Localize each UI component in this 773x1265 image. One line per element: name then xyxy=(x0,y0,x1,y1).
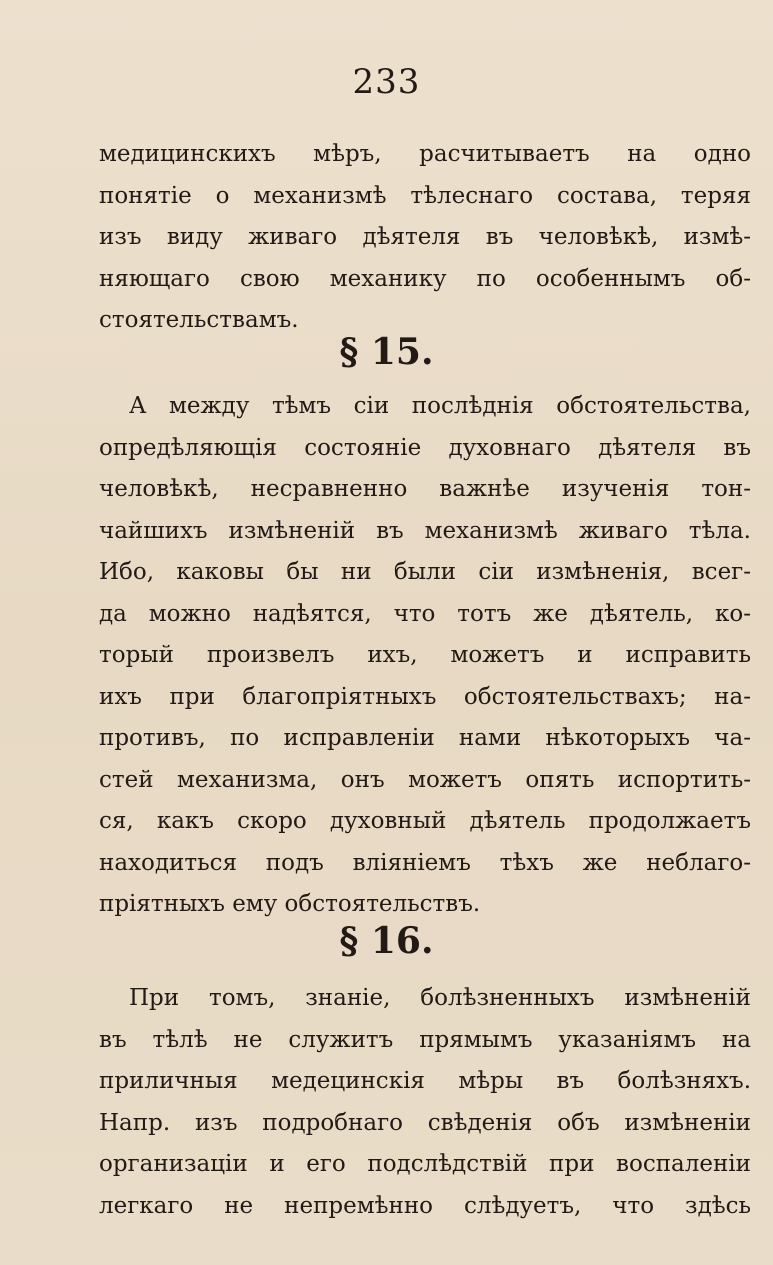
text-line: да можно надѣятся, что тотъ же дѣятель, ко- xyxy=(99,600,751,627)
paragraph-continued xyxy=(99,134,751,342)
text-line: опредѣляющія состояніе духовнаго дѣятеля въ xyxy=(99,434,751,461)
section-16-paragraph xyxy=(99,978,751,1227)
text-line: няющаго свою механику по особеннымъ об- xyxy=(99,265,751,292)
text-line: торый произвелъ ихъ, можетъ и исправить xyxy=(99,642,751,668)
text-line: пріятныхъ ему обстоятельствъ. xyxy=(99,891,481,917)
page-number: 233 xyxy=(352,62,421,102)
text-line: стоятельствамъ. xyxy=(99,307,299,333)
text-line: чайшихъ измѣненій въ механизмѣ живаго тѣла. xyxy=(99,517,751,544)
text-line: изъ виду живаго дѣятеля въ человѣкѣ, измѣ- xyxy=(99,224,751,250)
text-line: легкаго не непремѣнно слѣдуетъ, что здѣсь xyxy=(99,1192,751,1219)
text-line: ся, какъ скоро духовный дѣятель продолжаетъ xyxy=(99,808,751,834)
section-15-paragraph xyxy=(99,386,751,926)
text-line: въ тѣлѣ не служитъ прямымъ указаніямъ на xyxy=(99,1026,751,1053)
text-line: организаціи и его подслѣдствій при воспаленіи xyxy=(99,1151,751,1177)
text-line: медицинскихъ мѣръ, расчитываетъ на одно xyxy=(99,141,751,167)
text-line: находиться подъ вліяніемъ тѣхъ же неблаго- xyxy=(99,849,751,876)
section-heading-15: § 15. xyxy=(339,331,434,373)
text-line: человѣкѣ, несравненно важнѣе изученія тон- xyxy=(99,476,751,502)
text-line: При томъ, знаніе, болѣзненныхъ измѣненій xyxy=(129,985,751,1011)
text-line: приличныя медецинскія мѣры въ болѣзняхъ. xyxy=(99,1068,751,1094)
text-line: Напр. изъ подробнаго свѣденія объ измѣненіи xyxy=(99,1109,751,1136)
text-line: ихъ при благопріятныхъ обстоятельствахъ; на- xyxy=(99,683,751,710)
text-line: Ибо, каковы бы ни были сіи измѣненія, всег- xyxy=(99,559,751,585)
text-line: понятіе о механизмѣ тѣлеснаго состава, теряя xyxy=(99,182,751,209)
text-line: стей механизма, онъ можетъ опять испортить- xyxy=(99,766,751,793)
text-line: противъ, по исправленіи нами нѣкоторыхъ ча- xyxy=(99,725,751,751)
section-heading-16: § 16. xyxy=(339,920,434,962)
text-line: А между тѣмъ сіи послѣднія обстоятельства, xyxy=(129,393,751,419)
